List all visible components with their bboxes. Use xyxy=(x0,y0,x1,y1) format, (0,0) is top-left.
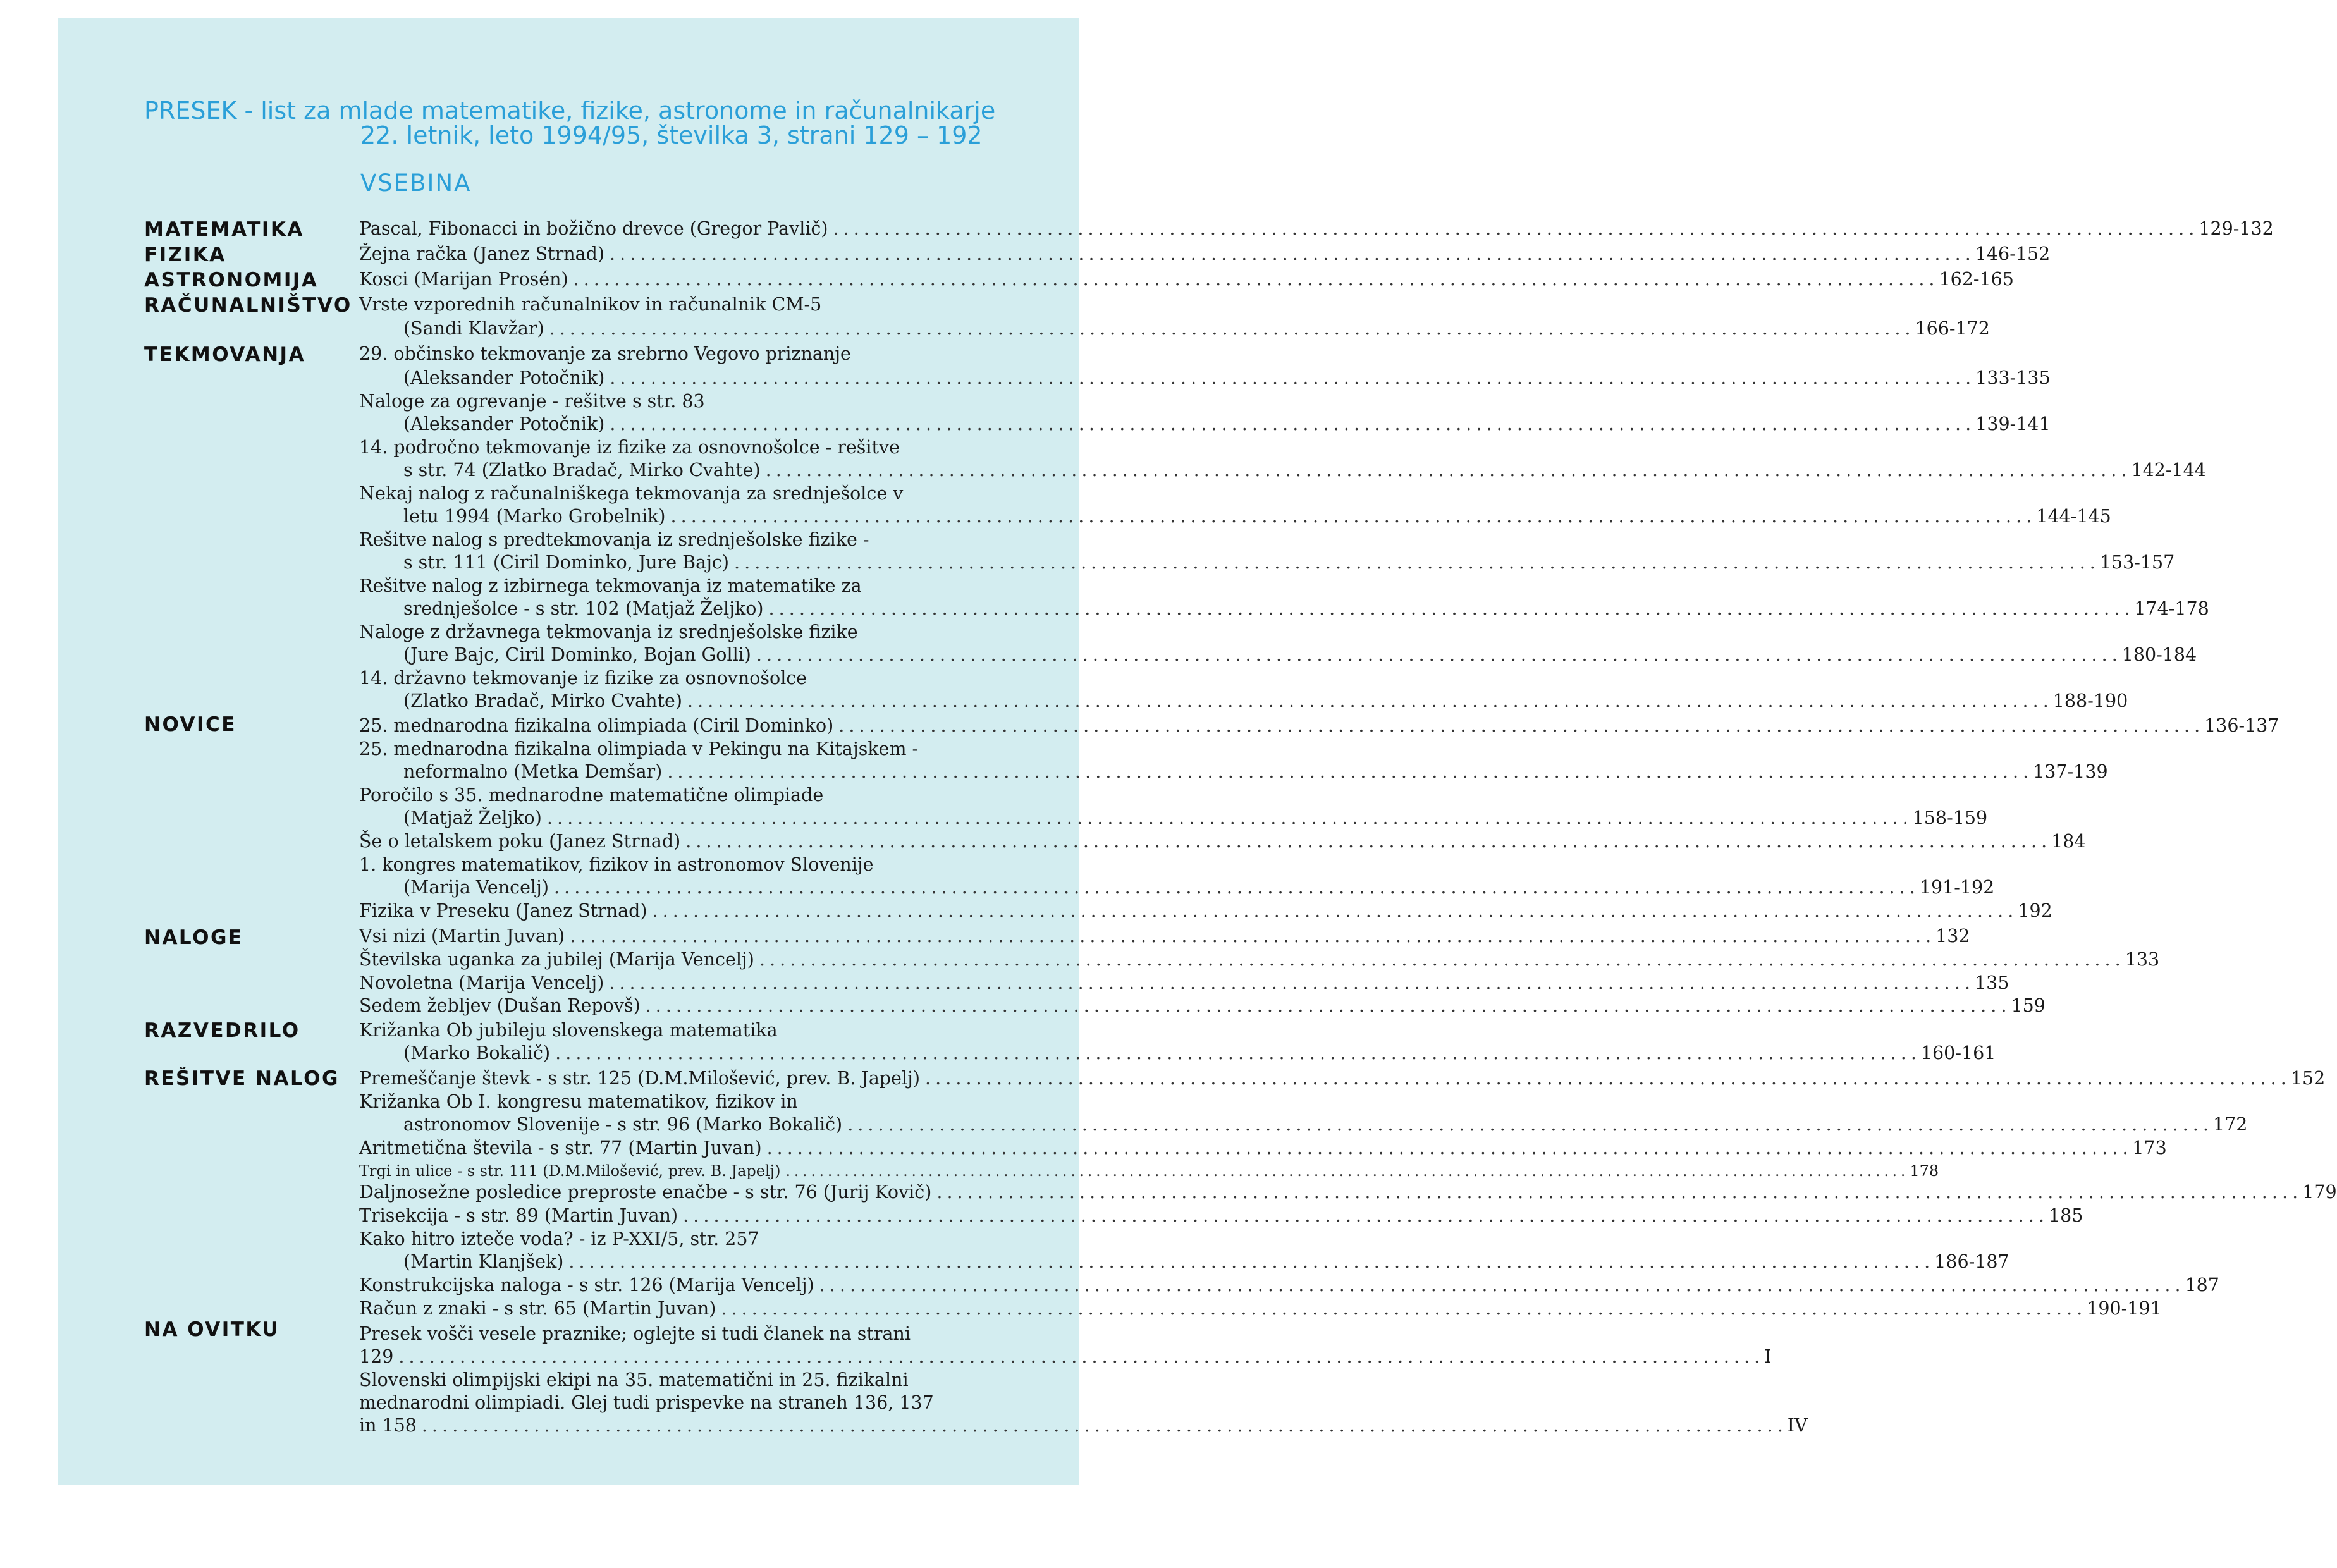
toc-entry: Vsi nizi (Martin Juvan) . . . 132 xyxy=(359,925,979,948)
section-racunalnistvo: RAČUNALNIŠTVO xyxy=(144,294,352,317)
toc-entry: Trisekcija - s str. 89 (Martin Juvan) . . . 185 xyxy=(359,1204,979,1227)
toc-entry: (Marija Vencelj) . . . 191-192 xyxy=(403,876,979,899)
toc-entry: s str. 74 (Zlatko Bradač, Mirko Cvahte) . . . 142-144 xyxy=(403,459,979,482)
section-na-ovitku: NA OVITKU xyxy=(144,1318,280,1341)
toc-entry: Sedem žebljev (Dušan Repovš) . . . 159 xyxy=(359,995,979,1017)
toc-entry-title: Naloge z državnega tekmovanja iz srednješolske fizike xyxy=(359,622,858,642)
toc-entry-title: Presek vošči vesele praznike; oglejte si tudi članek na strani xyxy=(359,1323,911,1344)
toc-entry-title: 29. občinsko tekmovanje za srebrno Vegovo priznanje xyxy=(359,343,851,364)
toc-entry: neformalno (Metka Demšar) . . . 137-139 xyxy=(403,761,979,783)
toc-entry-title: Slovenski olimpijski ekipi na 35. matematični in 25. fizikalni xyxy=(359,1369,909,1390)
section-fizika: FIZIKA xyxy=(144,243,226,266)
toc-entry: Novoletna (Marija Vencelj) . . . 135 xyxy=(359,972,979,995)
toc-entry-title: Vrste vzporednih računalnikov in računalnik CM-5 xyxy=(359,294,822,315)
toc-entry: Daljnosežne posledice preproste enačbe - s str. 76 (Jurij Kovič) . . . 179 xyxy=(359,1181,979,1204)
toc-entry: letu 1994 (Marko Grobelnik) . . . 144-145 xyxy=(403,505,979,528)
toc-entry-title: 1. kongres matematikov, fizikov in astronomov Slovenije xyxy=(359,854,874,875)
toc-entry-title: mednarodni olimpiadi. Glej tudi prispevke na straneh 136, 137 xyxy=(359,1392,934,1413)
section-matematika: MATEMATIKA xyxy=(144,218,304,241)
toc-entry-title: 14. področno tekmovanje iz fizike za osnovnošolce - rešitve xyxy=(359,437,900,458)
journal-title: PRESEK - list za mlade matematike, fizike, astronome in računalnikarje xyxy=(144,97,996,125)
toc-entry: srednješolce - s str. 102 (Matjaž Željko) . . . 174-178 xyxy=(403,597,979,620)
section-razvedrilo: RAZVEDRILO xyxy=(144,1019,300,1042)
toc-entry: (Aleksander Potočnik) . . . 133-135 xyxy=(403,367,979,389)
toc-entry-title: 25. mednarodna fizikalna olimpiada v Pekingu na Kitajskem - xyxy=(359,738,919,759)
toc-entry: (Martin Klanjšek) . . . 186-187 xyxy=(403,1251,979,1273)
toc-entry: (Jure Bajc, Ciril Dominko, Bojan Golli) . . . 180-184 xyxy=(403,644,979,666)
section-resitve-nalog: REŠITVE NALOG xyxy=(144,1067,340,1090)
toc-entry-title: Križanka Ob jubileju slovenskega matematika xyxy=(359,1020,778,1041)
toc-entry: (Sandi Klavžar) . . . 166-172 xyxy=(403,317,979,340)
toc-entry-title: Rešitve nalog z izbirnega tekmovanja iz matematike za xyxy=(359,575,862,596)
toc-entry-title: Kako hitro izteče voda? - iz P-XXI/5, str. 257 xyxy=(359,1228,759,1249)
toc-entry: s str. 111 (Ciril Dominko, Jure Bajc) . . . 153-157 xyxy=(403,551,979,574)
toc-entry-title: Naloge za ogrevanje - rešitve s str. 83 xyxy=(359,391,705,412)
toc-entry: Trgi in ulice - s str. 111 (D.M.Milošević, prev. B. Japelj) . . . 178 xyxy=(359,1160,979,1182)
toc-entry: Številska uganka za jubilej (Marija Vencelj) . . . 133 xyxy=(359,948,979,971)
toc-entry: astronomov Slovenije - s str. 96 (Marko Bokalič) . . . 172 xyxy=(403,1113,979,1136)
toc-entry: Račun z znaki - s str. 65 (Martin Juvan) . . . 190-191 xyxy=(359,1297,979,1320)
toc-entry: (Zlatko Bradač, Mirko Cvahte) . . . 188-190 xyxy=(403,690,979,713)
toc-entry-title: Križanka Ob I. kongresu matematikov, fizikov in xyxy=(359,1091,798,1112)
toc-entry: Pascal, Fibonacci in božično drevce (Gregor Pavlič) . . . 129-132 xyxy=(359,217,979,240)
toc-entry-title: 14. državno tekmovanje iz fizike za osnovnošolce xyxy=(359,668,807,689)
section-novice: NOVICE xyxy=(144,713,236,736)
contents-heading: VSEBINA xyxy=(360,169,472,197)
toc-entry: Fizika v Preseku (Janez Strnad) . . . 192 xyxy=(359,900,979,922)
toc-entry: Aritmetična števila - s str. 77 (Martin Juvan) . . . 173 xyxy=(359,1137,979,1160)
toc-entry: in 158 . . . IV xyxy=(359,1414,979,1437)
toc-entry: (Aleksander Potočnik) . . . 139-141 xyxy=(403,413,979,436)
toc-entry: Žejna račka (Janez Strnad) . . . 146-152 xyxy=(359,243,979,266)
toc-entry: Konstrukcijska naloga - s str. 126 (Marija Vencelj) . . . 187 xyxy=(359,1274,979,1297)
issue-info: 22. letnik, leto 1994/95, številka 3, strani 129 – 192 xyxy=(360,121,983,149)
toc-entry: (Marko Bokalič) . . . 160-161 xyxy=(403,1042,979,1065)
toc-entry-title: Nekaj nalog z računalniškega tekmovanja za srednješolce v xyxy=(359,483,904,504)
toc-entry: Kosci (Marijan Prosén) . . . 162-165 xyxy=(359,268,979,291)
toc-entry-title: Rešitve nalog s predtekmovanja iz srednješolske fizike - xyxy=(359,529,869,550)
section-astronomija: ASTRONOMIJA xyxy=(144,269,319,291)
toc-entry: Še o letalskem poku (Janez Strnad) . . . 184 xyxy=(359,830,979,853)
section-tekmovanja: TEKMOVANJA xyxy=(144,343,306,366)
toc-entry-title: Poročilo s 35. mednarodne matematične olimpiade xyxy=(359,785,824,805)
toc-entry: 129 . . . I xyxy=(359,1345,979,1368)
toc-entry: Premeščanje števk - s str. 125 (D.M.Milošević, prev. B. Japelj) . . . 152 xyxy=(359,1067,979,1090)
toc-entry: 25. mednarodna fizikalna olimpiada (Ciril Dominko) . . . 136-137 xyxy=(359,714,979,737)
section-naloge: NALOGE xyxy=(144,926,243,949)
toc-entry: (Matjaž Željko) . . . 158-159 xyxy=(403,807,979,830)
